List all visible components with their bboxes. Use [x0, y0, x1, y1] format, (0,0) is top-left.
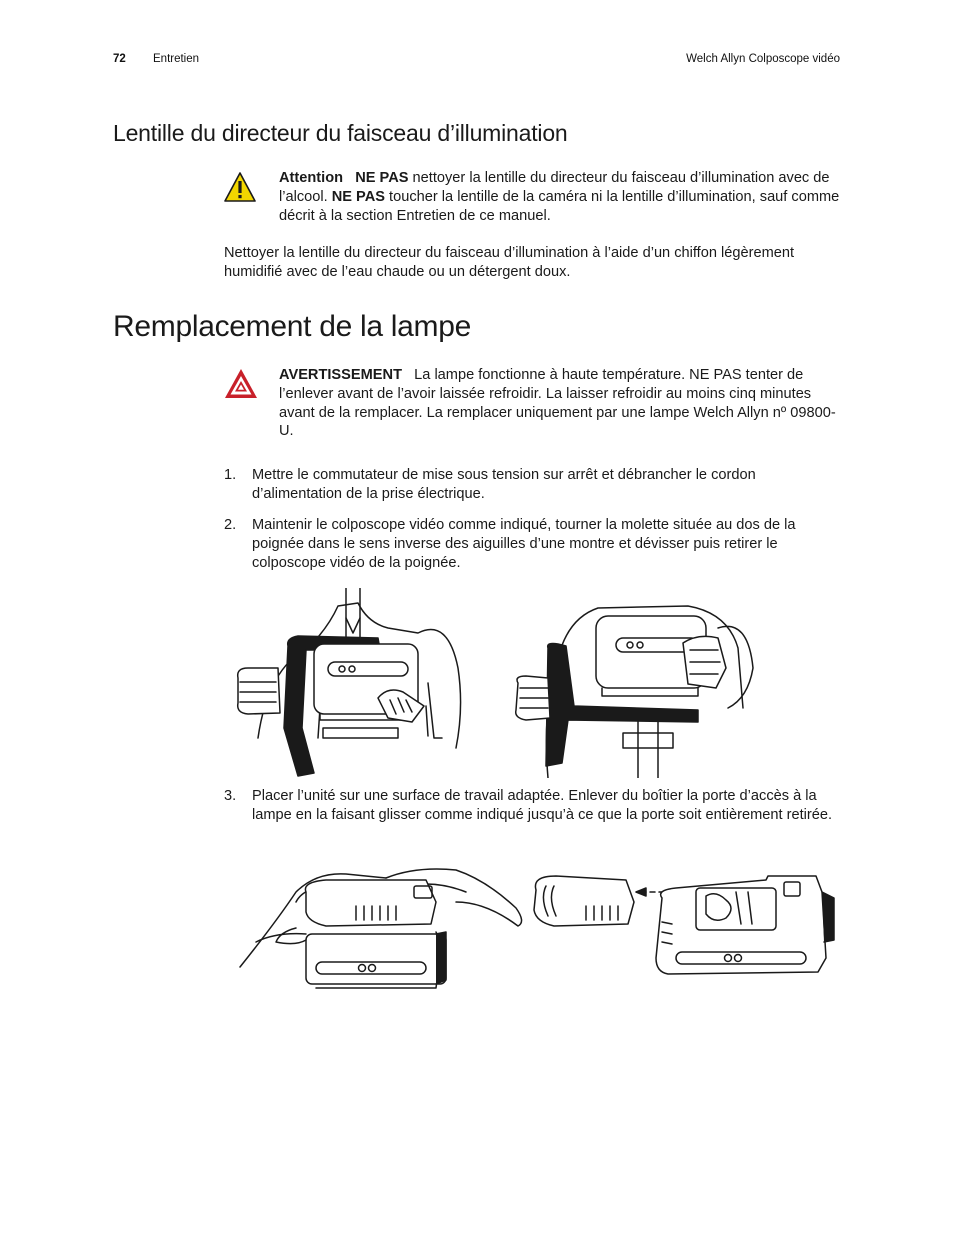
- caution-triangle-icon: [224, 171, 256, 203]
- step-item: [224, 466, 849, 504]
- warning-triangle-icon: [224, 367, 258, 400]
- caution-text-1: nettoyer la lentille du directeur du faisceau d’illumination avec de l’alcool.: [279, 170, 830, 205]
- warning-text: La lampe fonctionne à haute température. NE PAS tenter de l’enlever avant de l’avoir laissée refroidir. La laisser refroidir au moins cinq minutes avant de la remplacer. La remplacer uniquement par une lampe Welch Allyn nº 09800-U.: [279, 367, 836, 440]
- caution-ne-pas-2: NE PAS: [331, 188, 385, 205]
- lens-cleaning-paragraph: Nettoyer la lentille du directeur du faisceau d’illumination à l’aide d’un chiffon légèrement humidifié avec de l’eau chaude ou un détergent doux.: [224, 245, 795, 280]
- figure-remove-lamp-door: [236, 862, 836, 992]
- caution-text-2: toucher la lentille de la caméra ni la lentille d’illumination, sauf comme décrit à la section Entretien de ce manuel.: [279, 188, 840, 224]
- step-number: 3.: [224, 788, 237, 804]
- step-item: [224, 787, 849, 825]
- step-text: Maintenir le colposcope vidéo comme indiqué, tourner la molette située au dos de la poignée dans le sens inverse des aiguilles d’une montre et dévisser puis retirer le colposcope vidéo de la poignée.: [252, 517, 796, 571]
- caution-label: Attention: [279, 170, 344, 186]
- step-text: Mettre le commutateur de mise sous tension sur arrêt et débrancher le cordon d’alimentation de la prise électrique.: [252, 467, 756, 502]
- page-number: 72: [113, 53, 126, 65]
- section-heading-lens: Lentille du directeur du faisceau d’illumination: [113, 120, 568, 146]
- warning-note: [279, 366, 849, 441]
- caution-note: [279, 169, 849, 225]
- header-section: Entretien: [153, 53, 200, 65]
- figure-hold-colposcope: [228, 588, 768, 778]
- step-item: [224, 516, 849, 572]
- section-heading-lamp: Remplacement de la lampe: [113, 310, 471, 343]
- step-number: 2.: [224, 517, 237, 533]
- step-number: 1.: [224, 467, 237, 483]
- step-text: Placer l’unité sur une surface de travail adaptée. Enlever du boîtier la porte d’accès à la lampe en la faisant glisser comme indiqué jusqu’à ce que la porte soit entièrement retirée.: [252, 788, 833, 823]
- caution-ne-pas-1: NE PAS: [355, 170, 409, 186]
- warning-label: AVERTISSEMENT: [279, 367, 402, 383]
- header-doc-title: Welch Allyn Colposcope vidéo: [686, 53, 840, 65]
